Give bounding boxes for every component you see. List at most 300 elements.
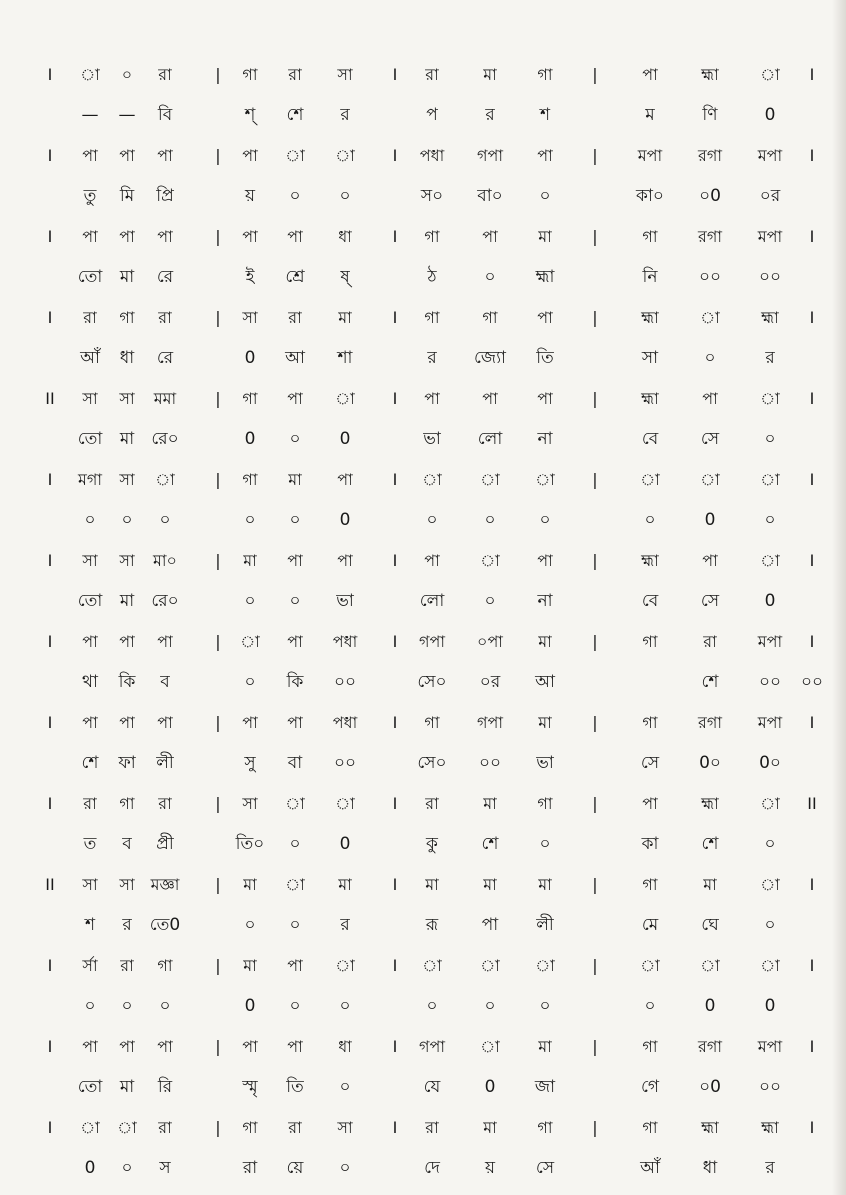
note-cell: | [215, 389, 221, 408]
lyric-cell: ০ [159, 996, 171, 1016]
note-cell: পা [82, 146, 98, 165]
note-cell: | [592, 632, 598, 651]
lyric-cell: ০র [479, 672, 501, 692]
note-cell: I [809, 1118, 815, 1137]
lyric-cell: র [427, 348, 437, 368]
note-cell: গা [424, 308, 440, 327]
lyric-cell: শ [84, 915, 96, 935]
lyric-cell: লো [419, 591, 445, 611]
note-cell: রগা [698, 1037, 722, 1056]
lyric-cell: মা [119, 429, 135, 449]
lyric-line [0, 827, 846, 861]
lyric-cell: ধা [702, 1158, 718, 1178]
note-cell: I [392, 875, 398, 894]
note-cell: মা [538, 875, 552, 894]
note-cell: হ্মা [701, 1118, 719, 1137]
notation-line [0, 463, 846, 497]
lyric-cell [799, 422, 825, 456]
note-cell: পা [119, 146, 135, 165]
lyric-cell: 0 [704, 996, 716, 1016]
lyric-cell [208, 1070, 228, 1104]
note-cell: | [215, 1118, 221, 1137]
note-cell: | [592, 956, 598, 975]
note-cell: I [809, 875, 815, 894]
note-cell: I [392, 551, 398, 570]
note-cell: সা [82, 875, 98, 894]
note-cell: গা [424, 227, 440, 246]
note-cell: মা [483, 65, 497, 84]
lyric-cell [385, 989, 405, 1023]
lyric-line [0, 665, 846, 699]
note-cell: পা [537, 308, 553, 327]
lyric-cell: জ্যো [474, 348, 506, 368]
lyric-cell: — [81, 105, 99, 125]
note-cell: I [392, 227, 398, 246]
note-cell: া [117, 1118, 137, 1137]
lyric-cell: গে [640, 1077, 660, 1097]
lyric-cell: ভা [423, 429, 441, 449]
note-cell: পা [287, 227, 303, 246]
note-cell: পা [157, 227, 173, 246]
lyric-cell: বা০ [477, 186, 503, 206]
note-cell: পধা [332, 713, 358, 732]
lyric-cell [385, 179, 405, 213]
note-cell: া [700, 470, 720, 489]
note-cell: মা [338, 875, 352, 894]
lyric-cell: 0 [339, 429, 351, 449]
lyric-cell: তো [77, 1077, 103, 1097]
note-cell: গা [537, 794, 553, 813]
lyric-cell: ০ [289, 186, 301, 206]
lyric-cell: মা [119, 1077, 135, 1097]
note-cell: সা [82, 389, 98, 408]
note-cell: া [535, 956, 555, 975]
lyric-cell [208, 422, 228, 456]
lyric-cell: ধা [119, 348, 135, 368]
note-cell: I [809, 956, 815, 975]
lyric-cell: ০ [764, 510, 776, 530]
lyric-cell: লী [536, 915, 554, 935]
note-cell: I [392, 470, 398, 489]
note-cell: | [215, 1037, 221, 1056]
note-cell: মগা [77, 470, 102, 489]
note-cell: পা [287, 1037, 303, 1056]
note-cell: রা [83, 794, 97, 813]
note-cell: | [215, 713, 221, 732]
lyric-cell: যে [423, 1077, 441, 1097]
lyric-cell: কি [286, 672, 304, 692]
lyric-cell [799, 1151, 825, 1185]
lyric-cell: ত [83, 834, 97, 854]
lyric-cell: ০ [121, 510, 133, 530]
note-cell: পা [424, 389, 440, 408]
lyric-cell [208, 665, 228, 699]
lyric-cell [799, 908, 825, 942]
lyric-cell: আ [285, 348, 305, 368]
lyric-cell: মি [119, 186, 135, 206]
note-cell: মা [243, 875, 257, 894]
note-cell: গা [642, 632, 658, 651]
note-cell: পা [119, 632, 135, 651]
lyric-cell: র [340, 915, 350, 935]
lyric-cell: শ্রে [285, 267, 305, 287]
lyric-cell: ০ [484, 267, 496, 287]
stanza [0, 220, 846, 300]
lyric-cell: আঁ [80, 348, 100, 368]
note-cell: হ্মা [701, 65, 719, 84]
lyric-cell: ০ [704, 348, 716, 368]
note-cell: পা [482, 389, 498, 408]
lyric-cell [35, 98, 65, 132]
lyric-cell: বে [641, 591, 659, 611]
lyric-cell: 0 [244, 348, 256, 368]
note-cell: I [47, 713, 53, 732]
note-cell: I [809, 227, 815, 246]
lyric-cell: 0০ [699, 753, 721, 773]
lyric-cell: ষ্ [340, 267, 350, 287]
lyric-cell: র [340, 105, 350, 125]
lyric-cell: 0 [339, 834, 351, 854]
note-cell: | [592, 875, 598, 894]
lyric-cell: ণি [702, 105, 718, 125]
note-cell: া [760, 956, 780, 975]
note-cell: | [215, 146, 221, 165]
lyric-cell [799, 584, 825, 618]
lyric-cell: ০ [289, 591, 301, 611]
note-cell: | [215, 875, 221, 894]
note-cell: পা [82, 1037, 98, 1056]
lyric-cell: রে [156, 267, 174, 287]
note-cell: মপা [757, 146, 783, 165]
note-cell: মপা [757, 1037, 783, 1056]
lyric-cell: রে [156, 348, 174, 368]
note-cell: II [45, 389, 55, 408]
note-cell: রগা [698, 146, 722, 165]
note-cell: পা [424, 551, 440, 570]
lyric-cell: বে [641, 429, 659, 449]
lyric-cell: শ [539, 105, 551, 125]
note-cell: | [592, 389, 598, 408]
note-cell: া [760, 551, 780, 570]
note-cell: | [592, 1118, 598, 1137]
note-cell: | [215, 956, 221, 975]
lyric-cell: — [118, 105, 136, 125]
notation-line [0, 787, 846, 821]
lyric-cell [385, 1070, 405, 1104]
lyric-cell: ০০ [758, 267, 782, 287]
note-cell: | [592, 227, 598, 246]
note-cell: া [480, 956, 500, 975]
lyric-cell: তো [77, 267, 103, 287]
lyric-cell [585, 746, 605, 780]
lyric-cell: সে [700, 591, 720, 611]
lyric-cell: রা [242, 1158, 258, 1178]
lyric-cell [585, 422, 605, 456]
lyric-line [0, 422, 846, 456]
note-cell: পা [537, 551, 553, 570]
note-cell: মপা [757, 713, 783, 732]
note-cell: পা [119, 227, 135, 246]
stanza [0, 625, 846, 705]
note-cell: রগা [698, 713, 722, 732]
lyric-cell [35, 341, 65, 375]
lyric-cell: না [537, 429, 553, 449]
lyric-cell [585, 827, 605, 861]
note-cell: হ্মা [701, 794, 719, 813]
lyric-cell: সে [535, 1158, 555, 1178]
lyric-cell: পা [481, 915, 499, 935]
lyric-cell [35, 665, 65, 699]
lyric-cell [585, 179, 605, 213]
note-cell: পা [82, 713, 98, 732]
note-cell: পা [287, 551, 303, 570]
lyric-cell [799, 98, 825, 132]
note-cell: হ্মা [761, 1118, 779, 1137]
note-cell: সা [119, 470, 135, 489]
lyric-cell: বি [157, 105, 173, 125]
note-cell: পা [642, 65, 658, 84]
note-cell: হ্মা [641, 551, 659, 570]
lyric-cell [585, 260, 605, 294]
note-cell: মা [483, 875, 497, 894]
note-cell: গা [642, 1037, 658, 1056]
note-cell: পা [702, 389, 718, 408]
lyric-cell: তে0 [149, 915, 181, 935]
stanza [0, 706, 846, 786]
note-cell: পা [287, 632, 303, 651]
lyric-cell: ০ [539, 996, 551, 1016]
note-cell: পা [82, 632, 98, 651]
lyric-cell: ০ [289, 834, 301, 854]
note-cell: I [392, 65, 398, 84]
lyric-cell: ০ [764, 834, 776, 854]
notation-line [0, 58, 846, 92]
lyric-cell: ০ [244, 510, 256, 530]
lyric-cell: 0 [244, 429, 256, 449]
note-cell: গা [642, 713, 658, 732]
lyric-cell: ০ [84, 510, 96, 530]
lyric-cell: মা [119, 267, 135, 287]
lyric-cell [35, 1151, 65, 1185]
note-cell: I [47, 146, 53, 165]
lyric-cell: দে [424, 1158, 440, 1178]
lyric-cell: শ্ [244, 105, 256, 125]
note-cell: া [335, 956, 355, 975]
note-cell: সা [337, 65, 353, 84]
note-cell: গা [537, 1118, 553, 1137]
lyric-cell [385, 584, 405, 618]
note-cell: I [809, 308, 815, 327]
lyric-cell: ০ [539, 834, 551, 854]
lyric-cell: ই [245, 267, 255, 287]
note-cell: সা [119, 551, 135, 570]
note-cell: া [335, 146, 355, 165]
lyric-cell [208, 98, 228, 132]
lyric-cell: ০ [484, 591, 496, 611]
lyric-cell [799, 1070, 825, 1104]
note-cell: রা [425, 794, 439, 813]
lyric-cell: সা [641, 348, 659, 368]
note-cell: I [809, 632, 815, 651]
note-cell: পা [537, 389, 553, 408]
lyric-cell: ০ [644, 510, 656, 530]
lyric-cell: য় [244, 186, 255, 206]
lyric-cell [799, 989, 825, 1023]
note-cell: গপা [477, 146, 503, 165]
note-cell: া [80, 65, 100, 84]
lyric-cell [35, 503, 65, 537]
note-cell: I [47, 956, 53, 975]
lyric-cell: ০০ [758, 1077, 782, 1097]
lyric-cell [585, 1070, 605, 1104]
lyric-cell: ০ [244, 672, 256, 692]
lyric-cell [35, 908, 65, 942]
note-cell: পা [157, 1037, 173, 1056]
notation-line [0, 625, 846, 659]
note-cell: া [155, 470, 175, 489]
lyric-cell [385, 503, 405, 537]
stanza [0, 1030, 846, 1110]
note-cell: পা [287, 713, 303, 732]
note-cell: গা [642, 875, 658, 894]
note-cell: I [809, 1037, 815, 1056]
note-cell: া [760, 65, 780, 84]
note-cell: গা [482, 308, 498, 327]
lyric-cell: ভা [536, 753, 554, 773]
lyric-cell: 0 [84, 1158, 96, 1178]
lyric-cell: 0 [704, 510, 716, 530]
note-cell: রা [158, 794, 172, 813]
note-cell: রা [158, 308, 172, 327]
note-cell: রা [288, 65, 302, 84]
note-cell: মপা [757, 227, 783, 246]
note-cell: গা [119, 794, 135, 813]
note-cell: পা [119, 713, 135, 732]
note-cell: I [47, 632, 53, 651]
lyric-cell [208, 341, 228, 375]
note-cell: মা [483, 794, 497, 813]
lyric-cell: ম [645, 105, 655, 125]
notation-line [0, 868, 846, 902]
lyric-cell: বা [287, 753, 303, 773]
stanza [0, 382, 846, 462]
lyric-cell [585, 1151, 605, 1185]
note-cell: গপা [419, 632, 445, 651]
note-cell: রা [425, 65, 439, 84]
note-cell: | [215, 308, 221, 327]
note-cell: | [592, 794, 598, 813]
note-cell: রগা [698, 227, 722, 246]
lyric-cell: 0 [764, 105, 776, 125]
note-cell: | [215, 65, 221, 84]
note-cell: | [215, 227, 221, 246]
note-cell: হ্মা [761, 308, 779, 327]
lyric-cell: ০ [289, 996, 301, 1016]
note-cell: মা [483, 1118, 497, 1137]
note-cell: I [392, 146, 398, 165]
lyric-cell: শা [337, 348, 353, 368]
note-cell: | [592, 713, 598, 732]
note-cell: | [592, 470, 598, 489]
lyric-cell [208, 827, 228, 861]
lyric-line [0, 1151, 846, 1185]
note-cell: I [392, 794, 398, 813]
note-cell: মা [538, 1037, 552, 1056]
note-cell: পা [82, 227, 98, 246]
note-cell: মপা [637, 146, 663, 165]
lyric-cell: ০ [339, 1158, 351, 1178]
note-cell: | [592, 65, 598, 84]
note-cell: গপা [419, 1037, 445, 1056]
lyric-cell: রূ [425, 915, 439, 935]
lyric-line [0, 179, 846, 213]
lyric-cell: আ [535, 672, 555, 692]
lyric-cell: তি [286, 1077, 304, 1097]
note-cell: গা [157, 956, 173, 975]
note-cell: I [47, 65, 53, 84]
lyric-cell: ০ [121, 1158, 133, 1178]
notation-line [0, 1111, 846, 1145]
note-cell: পা [337, 551, 353, 570]
lyric-cell: প্রি [156, 186, 174, 206]
lyric-cell [585, 665, 605, 699]
note-cell: I [47, 308, 53, 327]
note-cell: পা [157, 146, 173, 165]
note-cell: পা [119, 1037, 135, 1056]
lyric-cell [385, 746, 405, 780]
note-cell: া [760, 389, 780, 408]
note-cell: পা [157, 632, 173, 651]
lyric-cell: ভা [336, 591, 354, 611]
note-cell: I [47, 470, 53, 489]
note-cell: পা [242, 227, 258, 246]
lyric-cell [385, 908, 405, 942]
notation-line [0, 220, 846, 254]
note-cell: মা [425, 875, 439, 894]
note-cell: মা০ [153, 551, 177, 570]
lyric-cell: প [426, 105, 438, 125]
note-cell: ধা [338, 1037, 352, 1056]
lyric-cell: কা [641, 834, 659, 854]
lyric-cell [35, 1070, 65, 1104]
note-cell: া [422, 470, 442, 489]
lyric-cell: ০ [159, 510, 171, 530]
note-cell: া [80, 1118, 100, 1137]
note-cell: সা [337, 1118, 353, 1137]
lyric-cell [799, 503, 825, 537]
lyric-line [0, 584, 846, 618]
lyric-cell: তু [83, 186, 97, 206]
note-cell: গা [242, 65, 258, 84]
note-cell: I [392, 1118, 398, 1137]
note-cell: পা [242, 146, 258, 165]
lyric-cell: রে০ [151, 591, 179, 611]
lyric-cell: শে [701, 834, 719, 854]
lyric-cell [799, 341, 825, 375]
note-cell: I [392, 956, 398, 975]
note-cell: গা [242, 470, 258, 489]
lyric-cell [208, 908, 228, 942]
note-cell: গা [424, 713, 440, 732]
lyric-cell [585, 503, 605, 537]
lyric-cell [208, 179, 228, 213]
note-cell: া [640, 470, 660, 489]
note-cell: পা [242, 713, 258, 732]
note-cell: গা [642, 1118, 658, 1137]
lyric-cell: ০০ [698, 267, 722, 287]
note-cell: া [760, 794, 780, 813]
lyric-cell: তো [77, 591, 103, 611]
